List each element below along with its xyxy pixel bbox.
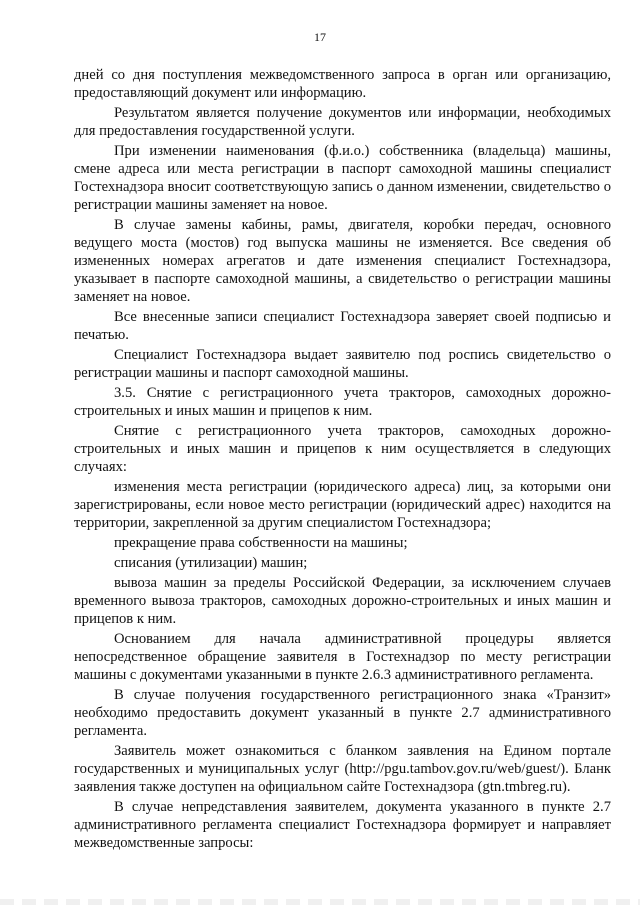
section-heading-3-5: 3.5. Снятие с регистрационного учета тракторов, самоходных дорожно-строительных и иных машин и прицепов к ним. <box>74 385 611 419</box>
paragraph-basis: Основанием для начала административной процедуры является непосредственное обращение заявителя в Гостехнадзор по месту регистрации машины с документами указанными в пункте 2.6.3 административного регламента. <box>74 631 611 683</box>
paragraph-issue-certificate: Специалист Гостехнадзора выдает заявителю под роспись свидетельство о регистрации машины и паспорт самоходной машины. <box>74 347 611 381</box>
list-item-disposal: списания (утилизации) машин; <box>114 555 308 571</box>
paragraph-application-form: Заявитель может ознакомиться с бланком заявления на Едином портале государственных и муниципальных услуг (http://pgu.tambov.gov.ru/web/guest/). Бланк заявления также доступен на официальном сайте Гостехнадзора (gtn.tmbreg.ru). <box>74 743 611 795</box>
list-item-ownership-end: прекращение права собственности на машины; <box>114 535 408 551</box>
paragraph-signature: Все внесенные записи специалист Гостехнадзора заверяет своей подписью и печатью. <box>74 309 611 343</box>
paragraph-transit-plate: В случае получения государственного регистрационного знака «Транзит» необходимо предоставить документ указанный в пункте 2.7 административного регламента. <box>74 687 611 739</box>
paragraph-deregistration-cases: Снятие с регистрационного учета тракторов, самоходных дорожно-строительных и иных машин и прицепов к ним осуществляется в следующих случаях: <box>74 423 611 475</box>
scan-bottom-edge <box>0 899 640 905</box>
list-item-export: вывоза машин за пределы Российской Федерации, за исключением случаев временного вывоза тракторов, самоходных дорожно-строительных и иных машин и прицепов к ним. <box>74 575 611 627</box>
page-number: 17 <box>314 30 326 44</box>
paragraph-interagency-requests: В случае непредставления заявителем, документа указанного в пункте 2.7 административного регламента специалист Гостехнадзора формирует и направляет межведомственные запросы: <box>74 799 611 851</box>
document-body <box>74 66 611 854</box>
list-item-address-change: изменения места регистрации (юридического адреса) лиц, за которыми они зарегистрированы, если новое место регистрации (юридический адрес) находится на территории, закрепленной за другим специалистом Гостехнадзора; <box>74 479 611 531</box>
paragraph-result: Результатом является получение документов или информации, необходимых для предоставления государственной услуги. <box>74 105 611 139</box>
paragraph-owner-change: При изменении наименования (ф.и.о.) собственника (владельца) машины, смене адреса или места регистрации в паспорт самоходной машины специалист Гостехнадзора вносит соответствующую запись о данном изменении, свидетельство о регистрации машины заменяет на новое. <box>74 143 611 213</box>
paragraph-unit-replacement: В случае замены кабины, рамы, двигателя, коробки передач, основного ведущего моста (мостов) год выпуска машины не изменяется. Все сведения об измененных номерах агрегатов и дате изменения специалист Гостехнадзора, указывает в паспорте самоходной машины, а свидетельство о регистрации машины заменяет на новое. <box>74 217 611 305</box>
paragraph-request-deadline: дней со дня поступления межведомственного запроса в орган или организацию, предоставляющий документ или информацию. <box>74 67 611 101</box>
